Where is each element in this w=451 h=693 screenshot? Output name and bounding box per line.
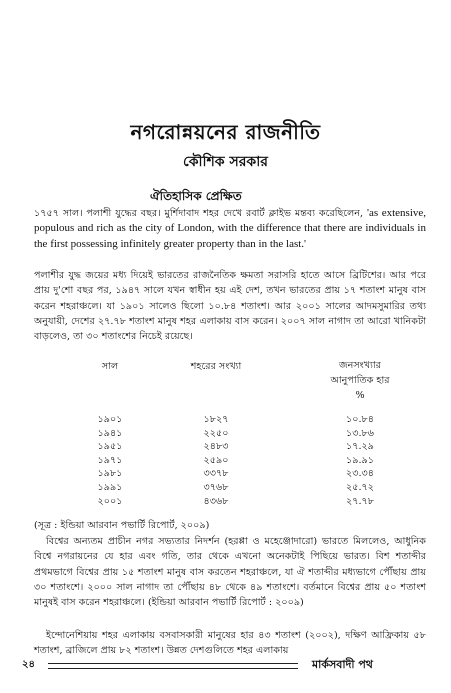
table-header-year: সাল — [101, 361, 119, 372]
table-body — [0, 413, 451, 508]
table-row — [0, 427, 451, 441]
page-number: ২৪ — [22, 659, 35, 670]
cell-towns: ৩৭৬৮ — [203, 481, 229, 493]
cell-year: ১৯৯১ — [97, 481, 123, 493]
cell-year: ১৯০১ — [97, 414, 123, 425]
cell-percent: ১০.৮৪ — [346, 414, 374, 425]
cell-year: ১৯৪১ — [97, 427, 123, 439]
cell-towns: ২৫৯০ — [203, 454, 229, 466]
cell-towns: ২৪৮৩ — [203, 441, 229, 453]
table-row — [0, 495, 451, 509]
cell-towns: ২২৫০ — [203, 427, 229, 439]
table-header-towns: শহরের সংখ্যা — [190, 361, 242, 372]
paragraph-clive-quote — [34, 206, 426, 252]
table-header-rate — [300, 358, 420, 403]
article-author: কৌশিক সরকার — [183, 154, 268, 170]
footer-rule — [48, 663, 298, 669]
paragraph-plassey: পলাশীর যুদ্ধ জয়ের মধ্য দিয়েই ভারতের রাজনৈতিক ক্ষমতা সরাসরি হাতে আসে ব্রিটিশের। আর পরে প্রায় দু'শো বছর পর, ১৯৪৭ সালে যখন স্বাধীন হয় এই দেশ, তখন ভারতের প্রায় ১৭ শতাংশ মানুষ বাস করেন শহরাঞ্চলে। যা ১৯০১ সালেও ছিলো ১০.৮৪ শতাংশ। আর ২০০১ সালের আদমসুমারির তথ্য অনুযায়ী, দেশের ২৭.৭৮ শতাংশ মানুষ শহর এলাকায় বাস করেন। ২০০৭ সাল নাগাদ তা আরো খানিকটা বাড়লেও, তা ৩০ শতাংশের নিচেই রয়েছে। — [34, 270, 426, 343]
cell-percent: ১৯.৯১ — [346, 454, 374, 466]
cell-percent: ১৩.৮৬ — [346, 427, 374, 439]
table-source: (সূত্র : ইন্ডিয়া আরবান পভার্টি রিপোর্ট, ২০০৯) — [34, 520, 210, 531]
table-header-rate-line3: % — [355, 390, 365, 401]
cell-percent: ১৭.২৯ — [346, 441, 374, 453]
cell-towns: ৪৩৬৮ — [203, 495, 229, 507]
table-row — [0, 481, 451, 495]
english-quote: 'as extensive, populous and rich as the city of London, with the difference that there are individuals in the first possessing infinitely greater property than in the last.' — [34, 207, 427, 250]
cell-percent: ২৭.৭৮ — [346, 495, 374, 507]
cell-towns: ৩৩৭৮ — [203, 468, 229, 480]
journal-name: মার্কসবাদী পথ — [312, 658, 373, 671]
article-title: নগরোন্নয়নের রাজনীতি — [130, 120, 321, 144]
cell-year: ১৯৮১ — [97, 468, 123, 480]
section-heading: ঐতিহাসিক প্রেক্ষিত — [150, 189, 242, 203]
cell-year: ১৯৫১ — [97, 441, 123, 453]
table-header-rate-line2: আনুপাতিক হার — [330, 375, 390, 386]
table-row — [0, 467, 451, 481]
paragraph-world-urbanization: বিশ্বের অন্যতম প্রাচীন নগর সভ্যতার নিদর্শন (হরপ্পা ও মহেঞ্জোদারো) ভারতে মিললেও, আধুনিক বিশ্বে নগরায়নের যে হার এবং গতি, তার থেকে এখনো অনেকটাই পিছিয়ে ভারত। বিশ শতাব্দীর প্রথমভাগে বিশ্বের প্রায় ১৫ শতাংশ মানুষ বাস করতেন শহরাঞ্চলে, যা ঐ শতাব্দীর মধ্যভাগে পৌঁছায় প্রায় ৩০ শতাংশে। ২০০০ সাল নাগাদ তা পৌঁছায় ৪৮ থেকে ৪৯ শতাংশে। বর্তমানে বিশ্বের প্রায় ৫০ শতাংশ মানুষই বাস করেন শহরাঞ্চলে। (ইন্ডিয়া আরবান পভার্টি রিপোর্ট : ২০০৯) — [34, 536, 426, 609]
table-row — [0, 454, 451, 468]
cell-percent: ২৫.৭২ — [346, 481, 374, 493]
cell-year: ২০০১ — [97, 495, 123, 507]
cell-percent: ২৩.৩৪ — [346, 468, 374, 480]
cell-towns: ১৮২৭ — [203, 414, 229, 425]
table-header-rate-line1: জনসংখ্যার — [339, 360, 381, 371]
paragraph-other-countries: ইন্দোনেশিয়ায় শহর এলাকায় বসবাসকারী মানুষের হার ৪৩ শতাংশ (২০০২), দক্ষিণ আফ্রিকায় ৫৮ শতাংশ, ব্রাজিলে প্রায় ৮২ শতাংশ। উন্নত দেশগুলিতে শহর এলাকায় — [34, 630, 426, 657]
table-row — [0, 413, 451, 427]
table-row — [0, 440, 451, 454]
paragraph-bengali-text: ১৭৫৭ সাল। পলাশী যুদ্ধের বছর। মুর্শিদাবাদ শহর দেখে রবার্ট ক্লাইভ মন্তব্য করেছিলেন, — [34, 208, 367, 219]
cell-year: ১৯৭১ — [97, 454, 123, 466]
